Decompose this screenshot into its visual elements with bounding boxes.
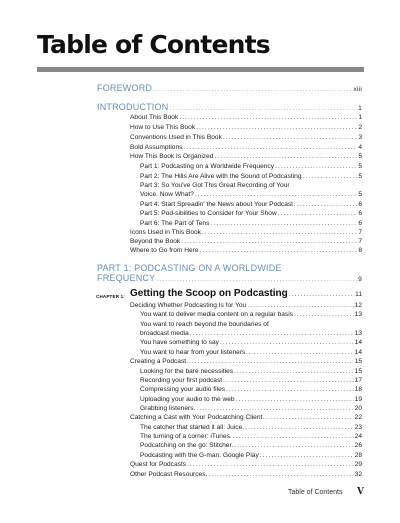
toc-entry[interactable] [140,163,362,171]
entry-label: broadcast media [140,330,189,337]
entry-page: 5 [358,191,362,198]
entry-label: Grabbing listeners. [140,405,196,412]
entry-label: You want to hear from your listeners. [140,349,248,356]
toc-entry[interactable] [130,358,362,366]
leader-dots [233,433,354,441]
entry-page: 6 [358,220,362,227]
toc-entry[interactable] [140,424,362,432]
entry-label: Quest for Podcasts [130,461,187,468]
entry-page: 5 [358,153,362,160]
toc-entry[interactable] [140,349,362,357]
toc-entry[interactable] [140,442,362,450]
leader-dots [234,368,354,376]
leader-dots [189,358,354,366]
toc-entry[interactable] [140,339,362,347]
leader-dots [156,275,357,285]
entry-page: 9 [358,276,362,283]
entry-page: 13 [354,330,362,337]
leader-dots [208,471,353,479]
entry-label: You have something to say [140,339,219,346]
footer-section-title: Table of Contents [288,489,343,496]
entry-page: 7 [358,238,362,245]
entry-page: 5 [358,163,362,170]
entry-page: 28 [354,452,362,459]
entry-label: Conventions Used in This Book [130,134,222,141]
entry-page: 12 [354,302,362,309]
page-title: Table of Contents [37,30,270,59]
entry-label: Recording your first podcast [140,377,223,384]
entry-label: Podcasting with the G-man: Google Play [140,452,259,459]
leader-dots [169,104,357,114]
entry-label: Voice. Now What? [140,191,194,198]
entry-label: The turning of a corner: iTunes. [140,433,232,440]
toc-entry[interactable] [130,144,362,152]
toc-entry-introduction[interactable] [97,102,362,114]
toc-entry-foreword[interactable] [97,83,362,95]
entry-page: 1 [358,105,362,112]
entry-page: 6 [358,201,362,208]
toc-entry[interactable] [130,471,362,479]
leader-dots [245,424,354,432]
title-rule [37,67,364,72]
toc-entry[interactable] [130,114,362,122]
entry-page: 15 [354,358,362,365]
entry-page: 3 [358,134,362,141]
toc-entry[interactable] [130,124,362,132]
entry-label: Catching a Cast with Your Podcatching Client. [130,414,265,421]
entry-page: 17 [354,377,362,384]
entry-page: 7 [358,229,362,236]
entry-label: How This Book Is Organized [130,153,214,160]
entry-page: 18 [354,386,362,393]
toc-entry[interactable] [130,461,362,469]
entry-page: 23 [354,424,362,431]
entry-label: Icons Used in This Book [130,229,201,236]
entry-label: Looking for the bare necessities [140,368,234,375]
entry-label: Other Podcast Resources. [130,471,208,478]
toc-entry[interactable] [140,201,362,209]
entry-label: The catcher that started it all: Juice. [140,424,245,431]
toc-entry[interactable] [130,153,362,161]
toc-entry[interactable] [140,311,362,319]
leader-dots [303,173,358,181]
entry-label: About This Book [130,114,179,121]
toc-entry[interactable] [140,452,362,460]
entry-label: FREQUENCY [97,273,156,283]
leader-dots [210,220,357,228]
toc-entry[interactable] [130,238,362,246]
entry-label: You want to deliver media content on a regular basis [140,311,293,318]
leader-dots [196,405,353,413]
toc-entry-part-1[interactable] [97,273,362,285]
leader-dots [247,302,353,310]
entry-page: 19 [354,396,362,403]
leader-dots [223,134,357,142]
toc-entry[interactable] [140,220,362,228]
entry-label: Uploading your audio to the web [140,396,235,403]
entry-label: Podcatching on the go: Stitcher. [140,442,234,449]
entry-label: Deciding Whether Podcasting Is for You [130,302,247,309]
entry-page: 13 [354,311,362,318]
entry-label: Part 4: Start Spreadin' the News about Your Podcast [140,201,294,208]
entry-page: 4 [358,144,362,151]
leader-dots [220,339,354,347]
leader-dots [223,377,354,385]
leader-dots [195,191,357,199]
leader-dots [265,414,354,422]
toc-entry[interactable] [140,396,362,404]
leader-dots [196,124,357,132]
entry-label: Bold Assumptions [130,144,183,151]
entry-label: Creating a Podcast. [130,358,188,365]
leader-dots [187,461,354,469]
entry-label-line1: Part 3: So You've Got This Great Recording of Your [140,182,290,189]
leader-dots [183,144,357,152]
toc-entry[interactable] [140,173,362,181]
toc-entry[interactable] [130,229,362,237]
leader-dots [200,247,358,255]
entry-label: FOREWORD [97,83,153,93]
entry-label: Part 6: The Part of Tens [140,220,210,227]
toc-entry[interactable] [140,191,362,199]
entry-label: Beyond the Book [130,238,181,245]
part-heading-line1: PART 1: PODCASTING ON A WORLDWIDE [97,263,282,273]
entry-label: Getting the Scoop on Podcasting [130,288,288,299]
entry-page: 6 [358,210,362,217]
entry-page: 14 [354,349,362,356]
leader-dots [260,452,354,460]
toc-entry[interactable] [140,330,362,338]
entry-page: 1 [358,114,362,121]
entry-page: 20 [354,405,362,412]
leader-dots [234,442,354,450]
toc-entry[interactable] [140,210,362,218]
entry-page: 22 [354,414,362,421]
entry-page: 2 [358,124,362,131]
toc-entry[interactable] [130,414,362,422]
toc-entry[interactable] [140,405,362,413]
entry-page: 8 [358,247,362,254]
entry-label-line1: You want to reach beyond the boundaries of [140,321,269,328]
leader-dots [181,238,357,246]
leader-dots [248,349,354,357]
entry-page: 29 [354,461,362,468]
entry-page: 15 [354,368,362,375]
entry-label: Part 5: Pod-sibilities to Consider for Your Show [140,210,277,217]
entry-page: 5 [358,173,362,180]
leader-dots [202,229,357,237]
leader-dots [289,289,354,301]
leader-dots [153,85,352,95]
leader-dots [236,396,354,404]
entry-label: Part 1: Podcasting on a Worldwide Frequency [140,163,275,170]
leader-dots [226,386,354,394]
footer-page-number: V [357,487,364,497]
toc-entry[interactable] [140,368,362,376]
toc-entry[interactable] [140,377,362,385]
toc-entry[interactable] [140,433,362,441]
leader-dots [275,163,357,171]
entry-page: 11 [355,291,362,298]
leader-dots [294,201,357,209]
entry-page: 32 [354,471,362,478]
entry-page: 24 [354,433,362,440]
entry-label: Compressing your audio files [140,386,226,393]
chapter-tag: CHAPTER 1: [96,294,126,299]
leader-dots [294,311,354,319]
leader-dots [214,153,357,161]
entry-label: How to Use This Book [130,124,196,131]
entry-page: xiii [353,86,362,93]
leader-dots [179,114,357,122]
entry-page: 14 [354,339,362,346]
toc-entry-chapter-1[interactable] [130,288,362,301]
toc-entry[interactable] [130,302,362,310]
entry-label: Where to Go from Here [130,247,199,254]
entry-page: 26 [354,442,362,449]
toc-entry[interactable] [130,134,362,142]
toc-entry[interactable] [140,386,362,394]
leader-dots [190,330,354,338]
entry-label: Part 2: The Hills Are Alive with the Sound of Podcasting [140,173,302,180]
entry-label: INTRODUCTION [97,102,169,112]
leader-dots [278,210,358,218]
toc-entry[interactable] [130,247,362,255]
